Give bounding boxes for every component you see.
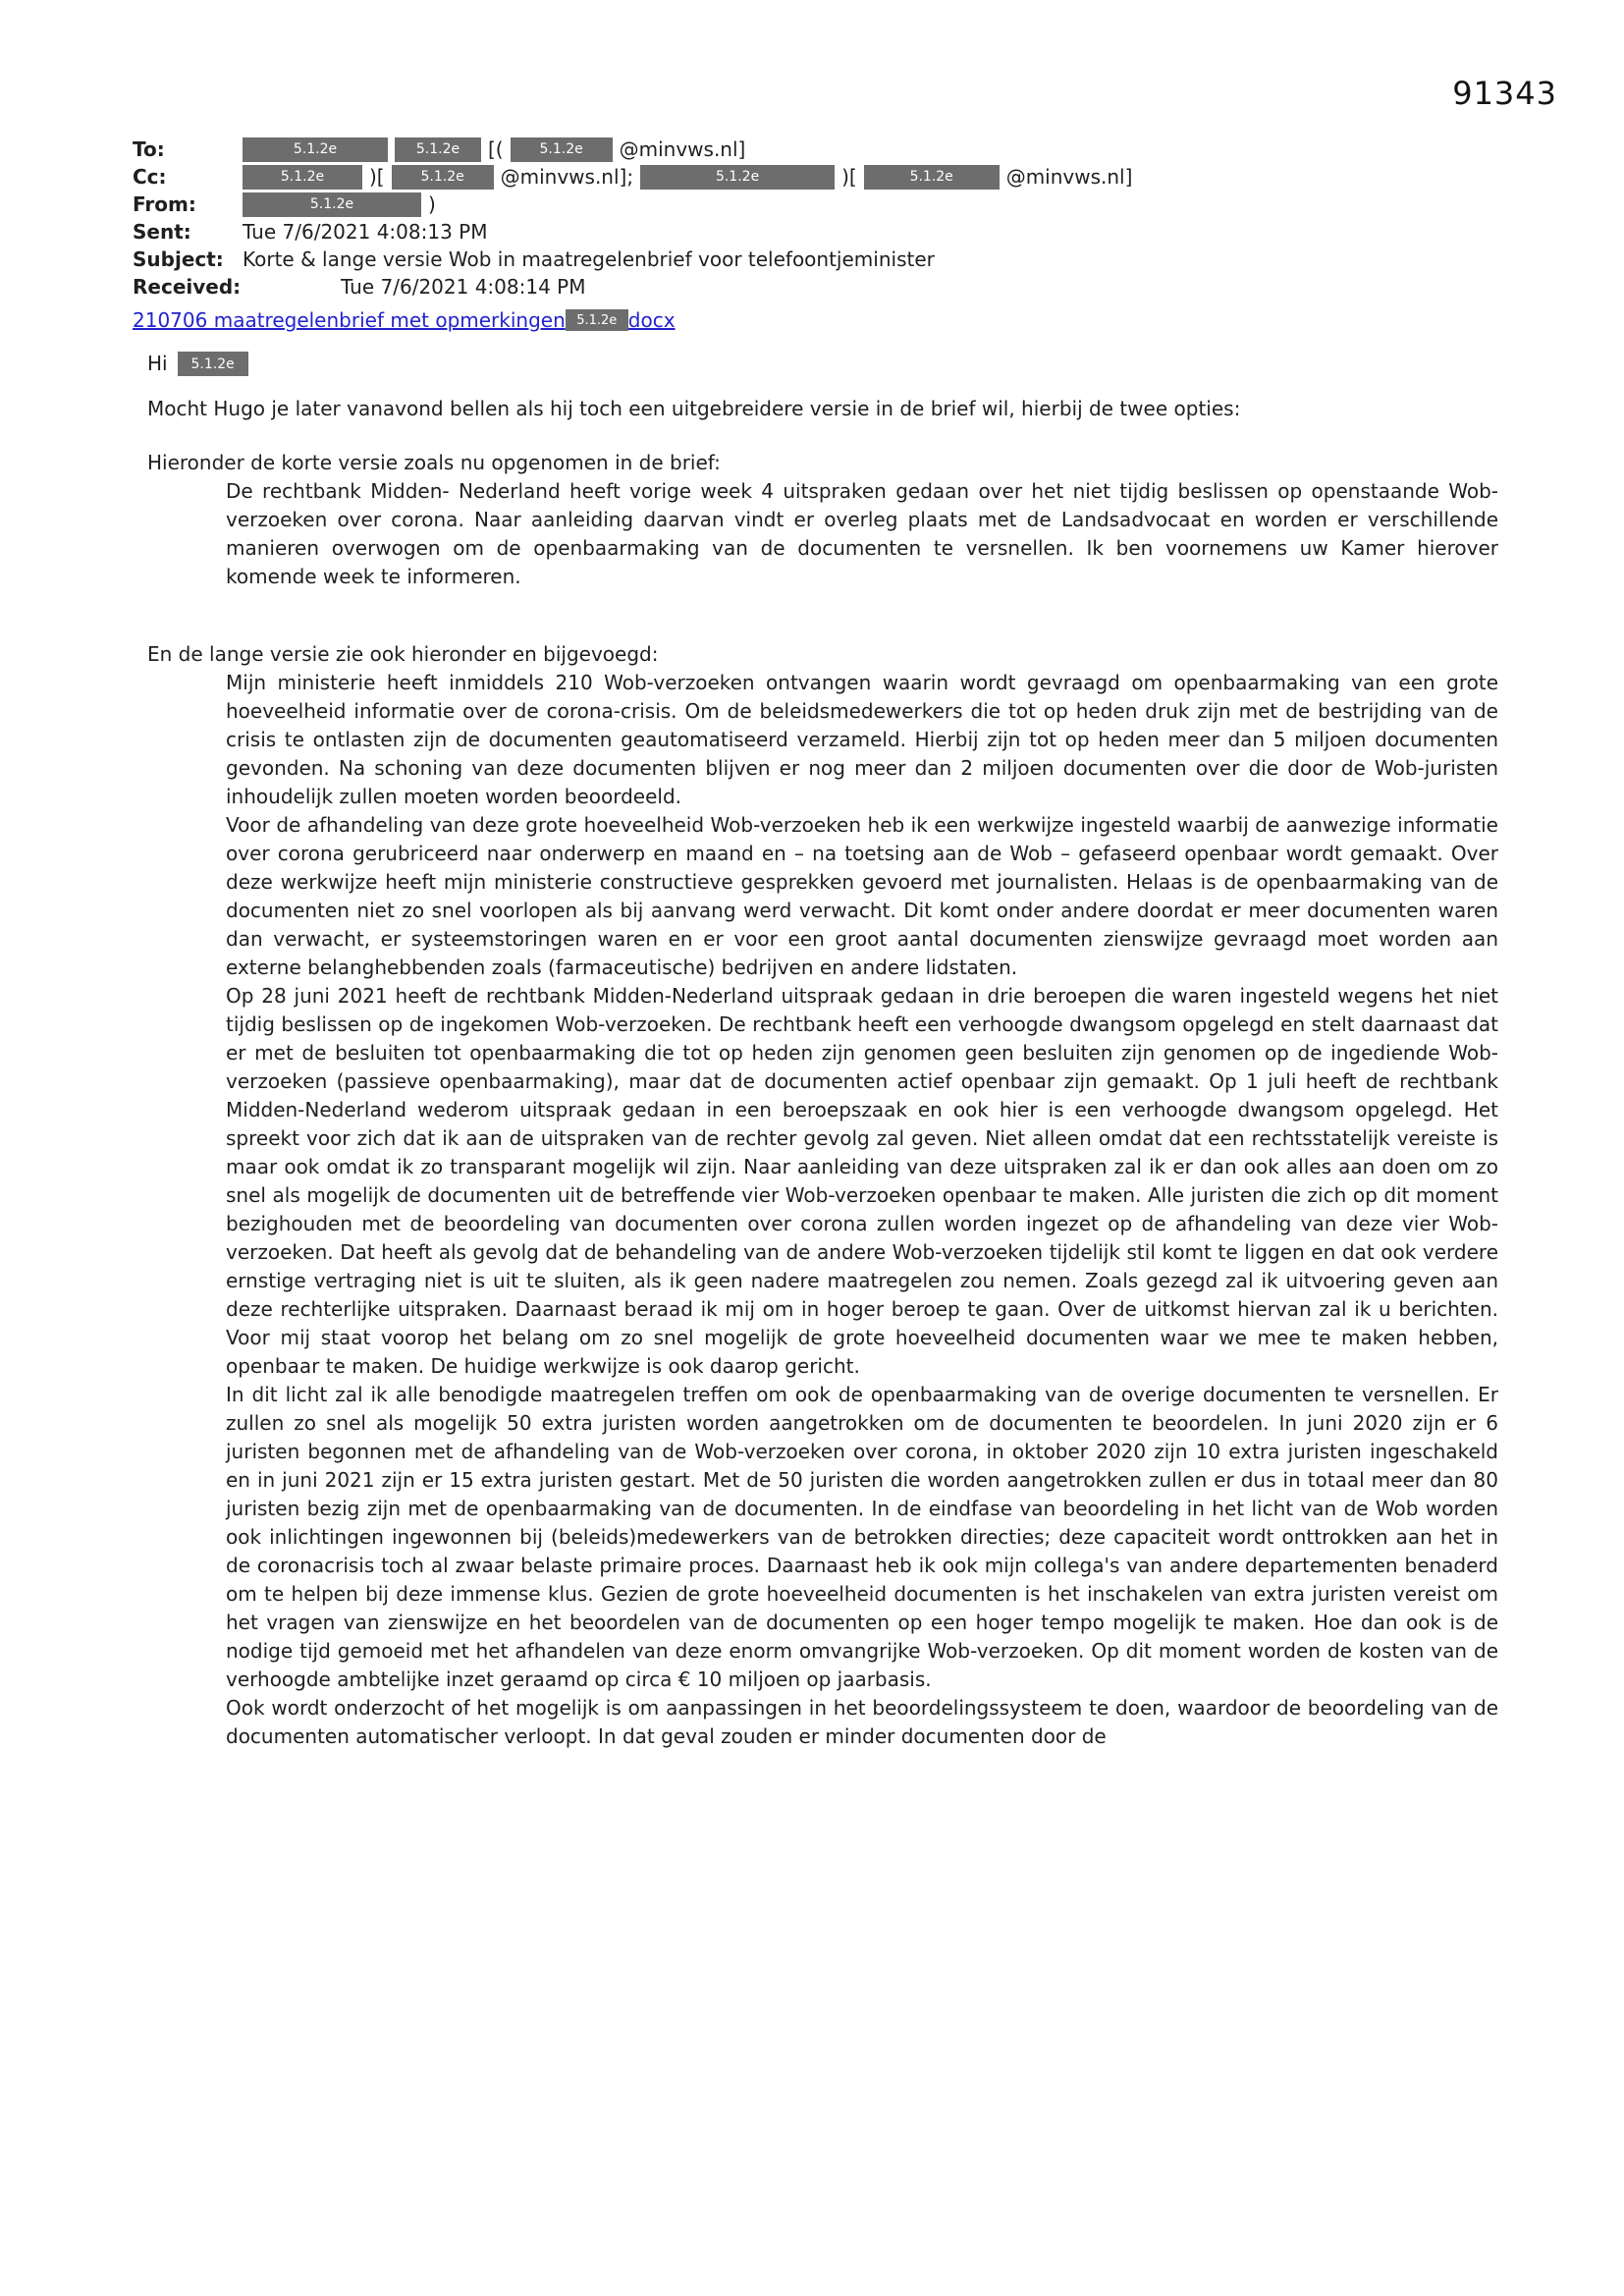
intro-paragraph: Mocht Hugo je later vanavond bellen als hij toch een uitgebreidere versie in de brief wil, hierbij de twee opties: — [147, 397, 1241, 420]
redaction-box — [243, 137, 388, 162]
from-label: From: — [133, 192, 196, 216]
from-paren-text: ) — [428, 192, 436, 216]
header-row-received — [133, 273, 1506, 301]
long-version-paragraph: Mijn ministerie heeft inmiddels 210 Wob-verzoeken ontvangen waarin wordt gevraagd om openbaarmaking van een grote hoeveelheid informatie over de corona-crisis. Om de beleidsmedewerkers die tot op heden druk zijn met de bestrijding van de crisis te ontlasten zijn de documenten geautomatiseerd verzameld. Hierbij zijn tot op heden meer dan 5 miljoen documenten gevonden. Na schoning van deze documenten blijven er nog meer dan 2 miljoen documenten over die door de Wob-juristen inhoudelijk zullen moeten worden beoordeeld. — [226, 671, 1498, 808]
redaction-label: 5.1.2e — [909, 169, 953, 185]
greeting-text: Hi — [147, 352, 168, 375]
redaction-box — [178, 352, 248, 376]
long-version-block — [147, 669, 1498, 1751]
redaction-label: 5.1.2e — [293, 141, 338, 157]
header-row-from — [133, 191, 1506, 218]
received-value — [243, 273, 585, 301]
email-body — [147, 350, 1498, 1751]
header-row-to — [133, 136, 1506, 163]
received-label: Received: — [133, 275, 242, 299]
redaction-label: 5.1.2e — [190, 355, 235, 372]
email-header — [133, 136, 1506, 334]
redaction-box — [243, 192, 421, 217]
subject-value — [243, 246, 935, 273]
cc-separator-text: )[ — [369, 165, 385, 189]
redaction-label: 5.1.2e — [415, 141, 460, 157]
page-number: 91343 — [1452, 75, 1557, 112]
attachment-suffix-text: docx — [627, 308, 676, 332]
header-row-sent — [133, 218, 1506, 246]
redaction-label: 5.1.2e — [420, 169, 464, 185]
cc-label: Cc: — [133, 165, 167, 189]
redaction-box — [243, 165, 362, 190]
redaction-box — [395, 137, 481, 162]
subject-label: Subject: — [133, 247, 224, 271]
from-value — [243, 191, 436, 218]
sent-value — [243, 218, 487, 246]
redaction-box — [640, 165, 835, 190]
redaction-label: 5.1.2e — [539, 141, 583, 157]
short-version-intro: Hieronder de korte versie zoals nu opgenomen in de brief: — [147, 451, 721, 474]
header-row-cc — [133, 163, 1506, 191]
redaction-label: 5.1.2e — [576, 312, 618, 328]
long-version-paragraph: Ook wordt onderzocht of het mogelijk is om aanpassingen in het beoordelingssysteem te doen, waardoor de beoordeling van de documenten automatischer verloopt. In dat geval zouden er minder documenten door de — [226, 1696, 1498, 1748]
attachment-row — [133, 306, 1506, 334]
received-datetime: Tue 7/6/2021 4:08:14 PM — [341, 275, 586, 299]
short-version-block — [147, 477, 1498, 591]
short-version-paragraph: De rechtbank Midden- Nederland heeft vorige week 4 uitspraken gedaan over het niet tijdig beslissen op openstaande Wob-verzoeken over corona. Naar aanleiding daarvan vindt er overleg plaats met de Landsadvocaat en worden er verschillende manieren overwogen om de openbaarmaking van de documenten te versnellen. Ik ben voornemens uw Kamer hierover komende week te informeren. — [226, 479, 1498, 588]
redaction-label: 5.1.2e — [309, 196, 354, 212]
long-version-paragraph: Op 28 juni 2021 heeft de rechtbank Midden-Nederland uitspraak gedaan in drie beroepen die waren ingesteld wegens het niet tijdig beslissen op de ingekomen Wob-verzoeken. De rechtbank heeft een verhoogde dwangsom opgelegd en stelt daarnaast dat er met de besluiten tot openbaarmaking die tot op heden zijn genomen geen besluiten zijn genomen op de ingediende Wob-verzoeken (passieve openbaarmaking), maar dat de documenten actief openbaar zijn gemaakt. Op 1 juli heeft de rechtbank Midden-Nederland wederom uitspraak gedaan in een beroepszaak en ook hier is een verhoogde dwangsom opgelegd. Het spreekt voor zich dat ik aan de uitspraken van de rechter gevolg zal geven. Niet alleen omdat dat een rechtsstatelijk vereiste is maar ook omdat ik zo transparant mogelijk wil zijn. Naar aanleiding van deze uitspraken zal ik er dan ook alles aan doen om zo snel als mogelijk de documenten uit de betreffende vier Wob-verzoeken openbaar te maken. Alle juristen die zich op dit moment bezighouden met de beoordeling van documenten over corona zullen worden ingezet op de afhandeling van deze vier Wob-verzoeken. Dat heeft als gevolg dat de behandeling van de andere Wob-verzoeken tijdelijk stil komt te liggen en dat ook verdere ernstige vertraging niet is uit te sluiten, als ik geen nadere maatregelen zou nemen. Zoals gezegd zal ik uitvoering geven aan deze rechterlijke uitspraken. Daarnaast beraad ik mij om in hoger beroep te gaan. Over de uitkomst hiervan zal ik u berichten. Voor mij staat voorop het belang om zo snel mogelijk de grote hoeveelheid documenten waar we mee te maken hebben, openbaar te maken. De huidige werkwijze is ook daarop gericht. — [226, 984, 1498, 1378]
redaction-label: 5.1.2e — [715, 169, 760, 185]
to-value — [243, 136, 745, 163]
to-domain-text: @minvws.nl] — [619, 137, 746, 161]
subject-text: Korte & lange versie Wob in maatregelenbrief voor telefoontjeminister — [243, 247, 935, 271]
sent-label: Sent: — [133, 220, 191, 244]
cc-domain-text: @minvws.nl]; — [500, 165, 634, 189]
long-version-paragraph: Voor de afhandeling van deze grote hoeveelheid Wob-verzoeken heb ik een werkwijze ingesteld waarbij de aanwezige informatie over corona gerubriceerd naar onderwerp en maand en – na toetsing aan de Wob – gefaseerd openbaar wordt gemaakt. Over deze werkwijze heeft mijn ministerie constructieve gesprekken gevoerd met journalisten. Helaas is de openbaarmaking van de documenten niet zo snel voorlopen als bij aanvang werd verwacht. Dit komt onder andere doordat er meer documenten waren dan verwacht, er systeemstoringen waren en er voor een groot aantal documenten zienswijze gevraagd moet worden aan externe belanghebbenden zoals (farmaceutische) bedrijven en andere lidstaten. — [226, 813, 1498, 979]
cc-value — [243, 163, 1132, 191]
greeting-row — [147, 350, 1498, 378]
long-version-paragraph: In dit licht zal ik alle benodigde maatregelen treffen om ook de openbaarmaking van de overige documenten te versnellen. Er zullen zo snel als mogelijk 50 extra juristen worden aangetrokken om de documenten te beoordelen. In juni 2020 zijn er 6 juristen begonnen met de afhandeling van de Wob-verzoeken over corona, in oktober 2020 zijn 10 extra juristen ingeschakeld en in juni 2021 zijn er 15 extra juristen gestart. Met de 50 juristen die worden aangetrokken zullen er dus in totaal meer dan 80 juristen bezig zijn met de openbaarmaking van de documenten. In de eindfase van beoordeling in het licht van de Wob worden ook inlichtingen ingewonnen bij (beleids)medewerkers van de betrokken directies; deze capaciteit wordt onttrokken aan het in de coronacrisis toch al zwaar belaste primaire proces. Daarnaast heb ik ook mijn collega's van andere departementen benaderd om te helpen bij deze immense klus. Gezien de grote hoeveelheid documenten is het inschakelen van extra juristen vereist om het vragen van zienswijze en het beoordelen van de documenten op een hoger tempo mogelijk te maken. Hoe dan ook is de nodige tijd gemoeid met het afhandelen van deze enorm omvangrijke Wob-verzoeken. Op dit moment worden de kosten van de verhoogde ambtelijke inzet geraamd op circa € 10 miljoen op jaarbasis. — [226, 1383, 1498, 1691]
cc-domain-text: @minvws.nl] — [1005, 165, 1133, 189]
long-version-intro: En de lange versie zie ook hieronder en bijgevoegd: — [147, 642, 659, 666]
header-row-subject — [133, 246, 1506, 273]
redaction-box — [392, 165, 494, 190]
attachment-link-text: 210706 maatregelenbrief met opmerkingen — [133, 308, 566, 332]
redaction-box — [511, 137, 613, 162]
attachment-link[interactable] — [133, 306, 676, 334]
redaction-label: 5.1.2e — [280, 169, 325, 185]
to-label: To: — [133, 137, 165, 161]
to-bracket-text: [( — [488, 137, 504, 161]
redaction-box — [566, 309, 628, 331]
redaction-box — [864, 165, 1000, 190]
sent-datetime: Tue 7/6/2021 4:08:13 PM — [243, 220, 488, 244]
cc-separator-text: )[ — [841, 165, 857, 189]
